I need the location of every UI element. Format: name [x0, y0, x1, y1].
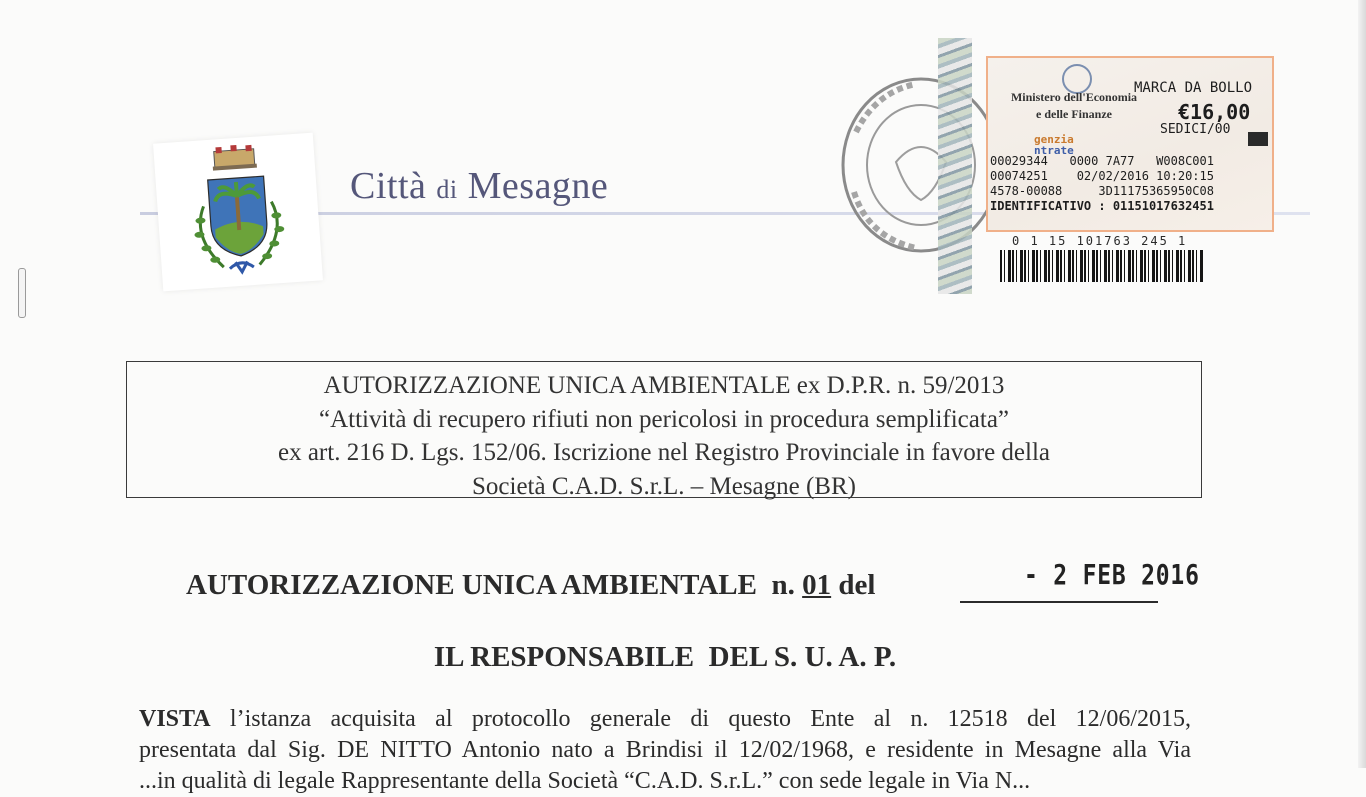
body-line: VISTA l’istanza acquisita al protocollo generale di questo Ente al n. 12518 del 12/06/2015, [139, 706, 1191, 732]
barcode-number: 0 1 15 101763 245 1 [1012, 234, 1188, 248]
ministry-label: Ministero dell'Economia e delle Finanze [1010, 90, 1138, 121]
stamp-codes: 00029344 0000 7A77 W008C001 00074251 02/02/2016 10:20:15 4578-00088 3D11175365950C08 IDENTIFICATIVO : 01151017632451 [990, 154, 1214, 213]
barcode [1000, 250, 1204, 282]
binder-mark [18, 268, 26, 318]
revenue-stamp [986, 56, 1274, 232]
hologram-strip [938, 38, 972, 294]
stamp-amount: €16,00 [1178, 100, 1251, 124]
subject-line: “Attività di recupero rifiuti non pericolosi in procedura semplificata” [318, 405, 1010, 433]
subject-line: Società C.A.D. S.r.L. – Mesagne (BR) [472, 472, 856, 500]
date-stamp: - 2 FEB 2016 [1024, 558, 1200, 591]
responsible-heading: IL RESPONSABILE DEL S. U. A. P. [433, 641, 897, 673]
municipal-seal [836, 72, 1006, 257]
body-line: presentata dal Sig. DE NITTO Antonio nato a Brindisi il 12/02/1968, e residente in Mesagne alla Via [139, 737, 1191, 763]
stamp-amount-words: SEDICI/00 [1160, 122, 1231, 137]
subject-box [126, 361, 1202, 498]
body-line-cut: ...in qualità di legale Rappresentante della Società “C.A.D. S.r.L.” con sede legale in Via N... [139, 768, 1031, 794]
subject-line: ex art. 216 D. Lgs. 152/06. Iscrizione nel Registro Provinciale in favore della [277, 439, 1050, 466]
body-paragraph [139, 704, 1191, 794]
coat-of-arms [153, 133, 323, 292]
city-name: Città di Mesagne [350, 165, 609, 207]
subject-line: AUTORIZZAZIONE UNICA AMBIENTALE ex D.P.R. n. 59/2013 [323, 372, 1005, 399]
crest-icon [175, 140, 300, 284]
agency-logo: genzia ntrate [1034, 133, 1074, 157]
stamp-title: MARCA DA BOLLO [1134, 80, 1253, 96]
authorization-title: AUTORIZZAZIONE UNICA AMBIENTALE n. 01 del [186, 569, 876, 601]
authorization-number: 01 [802, 569, 832, 601]
stamp-marker [1248, 132, 1268, 146]
scan-edge [1358, 0, 1366, 768]
date-underline [960, 601, 1158, 603]
